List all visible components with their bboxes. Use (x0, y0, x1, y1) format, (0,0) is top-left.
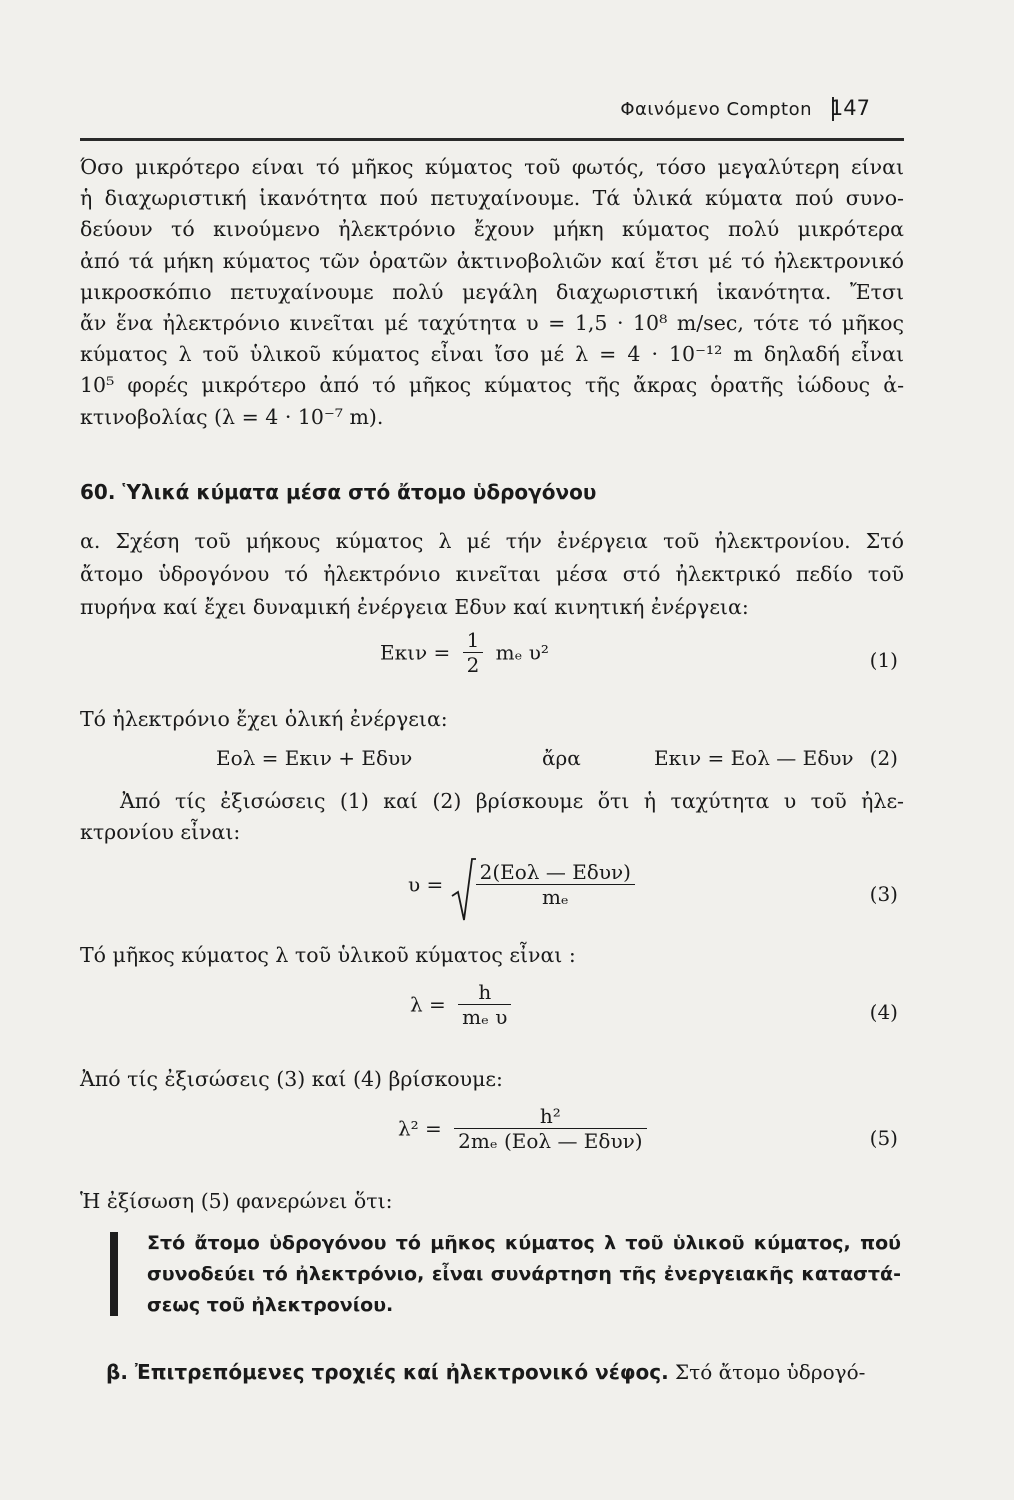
section-title: 60. Ὑλικά κύματα μέσα στό ἄτομο ὑδρογόνου (80, 480, 597, 504)
eq5-conclusion-text (80, 1186, 904, 1217)
eq5-label: (5) (869, 1126, 898, 1150)
eq5-numerator: h² (454, 1104, 646, 1129)
eq4-lhs: λ = (410, 992, 446, 1017)
eq4-label: (4) (869, 1000, 898, 1024)
page-number: 147 (829, 96, 870, 120)
text-line: Τό μῆκος κύματος λ τοῦ ὑλικοῦ κύματος εἶναι : (80, 943, 576, 967)
header-rule (80, 138, 904, 141)
intro-paragraph (80, 152, 904, 433)
text-line: συνοδεύει τό ἠλεκτρόνιο, εἶναι συνάρτηση τῆς ἐνεργειακῆς καταστά- (147, 1263, 901, 1285)
eq1-fraction (463, 628, 484, 677)
text-line: δεύουν τό κινούμενο ἠλεκτρόνιο ἔχουν μήκη κύματος πολύ μικρότερα (80, 217, 904, 242)
eq2-right: Eκιν = Eολ — Eδυν (654, 746, 854, 770)
eq5-lhs: λ² = (398, 1116, 442, 1141)
eq1-lhs: Eκιν = (380, 640, 451, 665)
text-line: Όσο μικρότερο είναι τό μῆκος κύματος τοῦ φωτός, τόσο μεγαλύτερη είναι (80, 155, 904, 179)
text-line: ἀπό τά μήκη κύματος τῶν ὁρατῶν ἀκτινοβολιῶν καί ἔτσι μέ τό ἠλεκτρονικό (80, 248, 904, 273)
eq2-left: Eολ = Eκιν + Eδυν (216, 746, 413, 770)
eq1-denominator: 2 (466, 653, 480, 677)
text-line: κτινοβολίας (λ = 4 · 10⁻⁷ m). (80, 404, 384, 429)
text-line: Ἀπό τίς ἐξισώσεις (3) καί (4) βρίσκουμε: (80, 1067, 503, 1091)
eq3-fraction (476, 860, 635, 909)
equation-5 (80, 1104, 904, 1170)
running-header (80, 95, 902, 127)
eq1-rhs: mₑ υ² (495, 640, 549, 665)
equation-2 (80, 746, 904, 778)
velocity-text (80, 786, 904, 848)
highlight-bar (110, 1232, 118, 1316)
text-line: Ἡ ἐξίσωση (5) φανερώνει ὅτι: (80, 1189, 393, 1213)
subsection-b-start (106, 1360, 902, 1384)
eq3-lhs: υ = (408, 872, 444, 897)
text-line: Στό ἄτομο ὑδρογόνου τό μῆκος κύματος λ τοῦ ὑλικοῦ κύματος, πού (147, 1232, 901, 1254)
highlighted-statement (147, 1228, 901, 1321)
text-line: ἡ διαχωριστική ἱκανότητα πού πετυχαίνουμε. Τά ὑλικά κύματα πού συνο- (80, 186, 904, 211)
wavelength-text (80, 940, 904, 971)
subsection-b-text: Στό ἄτομο ὑδρογό- (675, 1360, 866, 1384)
equation-1 (80, 628, 904, 692)
sqrt-sign-icon (450, 856, 476, 924)
subsection-a-paragraph (80, 525, 904, 624)
text-line: μικροσκόπιο πετυχαίνουμε πολύ μεγάλη διαχωριστική ἱκανότητα. Ἔτσι (80, 279, 904, 304)
eq3-label: (3) (869, 882, 898, 906)
eq4-fraction (458, 980, 511, 1029)
from-34-text (80, 1064, 904, 1095)
eq3-denominator: mₑ (541, 885, 569, 909)
text-line: α. Σχέση τοῦ μήκους κύματος λ μέ τήν ἐνέργεια τοῦ ἠλεκτρονίου. Στό (80, 529, 904, 553)
text-line: πυρήνα καί ἔχει δυναμική ἐνέργεια Eδυν καί κινητική ἐνέργεια: (80, 595, 749, 619)
text-line: κτρονίου εἶναι: (80, 820, 241, 845)
eq3-radical (450, 860, 635, 909)
eq5-denominator: 2mₑ (Eολ — Eδυν) (458, 1129, 643, 1153)
text-line: Ἀπό τίς ἐξισώσεις (1) καί (2) βρίσκουμε ὅτι ἡ ταχύτητα υ τοῦ ἠλε- (120, 789, 904, 813)
text-line: ἄν ἕνα ἠλεκτρόνιο κινεῖται μέ ταχύτητα υ = 1,5 · 10⁸ m/sec, τότε τό μῆκος (80, 311, 904, 336)
total-energy-text (80, 704, 904, 735)
text-line: Τό ἠλεκτρόνιο ἔχει ὁλική ἐνέργεια: (80, 707, 448, 731)
text-line: κύματος λ τοῦ ὑλικοῦ κύματος εἶναι ἴσο μέ λ = 4 · 10⁻¹² m δηλαδή εἶναι (80, 342, 904, 367)
eq5-fraction (454, 1104, 646, 1153)
eq4-denominator: mₑ υ (462, 1005, 508, 1029)
text-line: ἄτομο ὑδρογόνου τό ἠλεκτρόνιο κινεῖται μέσα στό ἠλεκτρικό πεδίο τοῦ (80, 562, 904, 586)
equation-3 (80, 860, 904, 930)
eq3-numerator: 2(Eολ — Eδυν) (476, 860, 635, 885)
eq2-mid: ἄρα (542, 746, 581, 770)
header-title: Φαινόμενο Compton (620, 99, 812, 120)
text-line: 10⁵ φορές μικρότερο ἀπό τό μῆκος κύματος τῆς ἄκρας ὁρατῆς ἰώδους ἀ- (80, 373, 904, 398)
eq2-label: (2) (869, 746, 898, 770)
text-line: σεως τοῦ ἠλεκτρονίου. (147, 1294, 394, 1316)
eq1-label: (1) (869, 648, 898, 672)
eq1-numerator: 1 (463, 628, 484, 653)
eq4-numerator: h (458, 980, 511, 1005)
subsection-b-heading: β. Ἐπιτρεπόμενες τροχιές καί ἠλεκτρονικό νέφος. (106, 1360, 669, 1384)
equation-4 (80, 980, 904, 1046)
